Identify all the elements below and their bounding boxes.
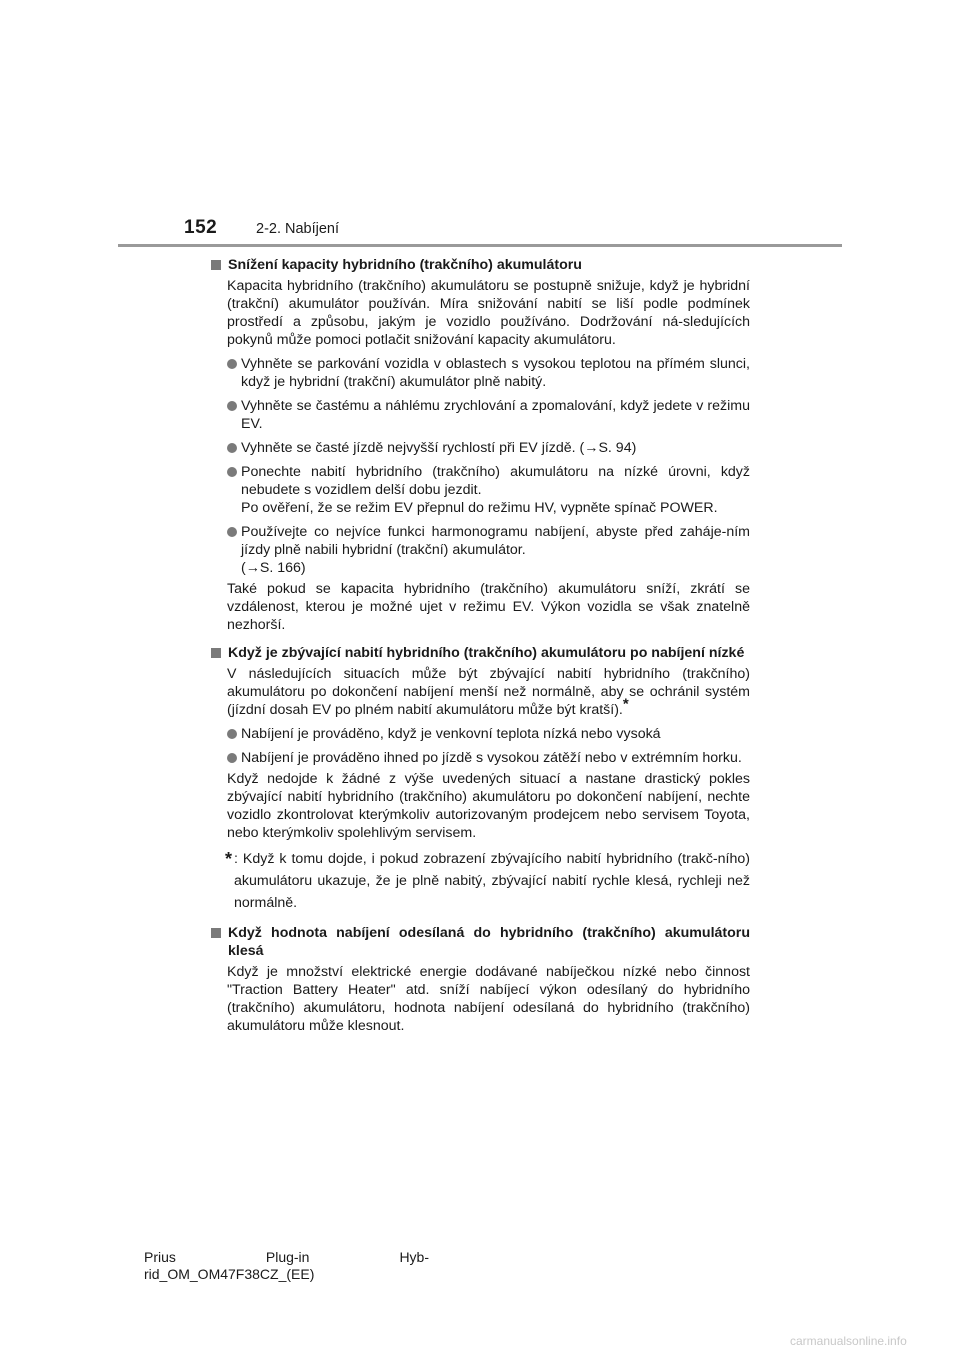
paragraph: V následujících situacích může být zbývající nabití hybridního (trakčního) akumulátoru po dokončení nabíjení menší než normálně, aby se ochránil systém (jízdní dosah EV po plném nabití akumulátoru může být kratší).* <box>227 666 750 718</box>
square-bullet-icon <box>211 260 221 270</box>
watermark: carmanualsonline.info <box>790 1334 907 1348</box>
list-item: Vyhněte se časté jízdě nejvyšší rychlostí při EV jízdě. (→S. 94) <box>227 439 750 457</box>
footnote-mark: * <box>225 849 233 869</box>
square-bullet-icon <box>211 648 221 658</box>
paragraph: Když je množství elektrické energie dodávané nabíječkou nízké nebo činnost "Traction Battery Heater" atd. sníží nabíjecí výkon odesílaný do hybridního (trakčního) akumulátoru, hodnota nabíjení odesílaná do hybridního (trakčního) akumulátoru může klesnout. <box>227 964 750 1034</box>
list-item: Nabíjení je prováděno, když je venkovní teplota nízká nebo vysoká <box>227 725 750 743</box>
section-heading: Snížení kapacity hybridního (trakčního) akumulátoru <box>210 256 750 274</box>
circle-bullet-icon <box>227 359 237 369</box>
list-item: Ponechte nabití hybridního (trakčního) akumulátoru na nízké úrovni, když nebudete s vozidlem delší dobu jezdit. Po ověření, že se režim EV přepnul do režimu HV, vypněte spínač POWER. <box>227 463 750 517</box>
section-title: 2-2. Nabíjení <box>256 221 340 237</box>
list-item: Vyhněte se častému a náhlému zrychlování a zpomalování, když jedete v režimu EV. <box>227 397 750 433</box>
footnote: * : Když k tomu dojde, i pokud zobrazení zbývajícího nabití hybridního (trakč-ního) akumulátoru ukazuje, že je plně nabitý, zbývající nabití rychle klesá, rychleji než normálně. <box>225 848 750 914</box>
circle-bullet-icon <box>227 729 237 739</box>
header-rule <box>118 244 842 247</box>
section-heading: Když hodnota nabíjení odesílaná do hybridního (trakčního) akumulátoru klesá <box>210 924 750 960</box>
list-item: Vyhněte se parkování vozidla v oblastech s vysokou teplotou na přímém slunci, když je hybridní (trakční) akumulátor plně nabitý. <box>227 355 750 391</box>
footnote-mark: * <box>622 695 629 713</box>
square-bullet-icon <box>211 928 221 938</box>
circle-bullet-icon <box>227 401 237 411</box>
circle-bullet-icon <box>227 467 237 477</box>
paragraph: Když nedojde k žádné z výše uvedených situací a nastane drastický pokles zbývající nabití hybridního (trakčního) akumulátoru po dokončení nabíjení, nechte vozidlo zkontrolovat kterýmkoliv autorizovaným prodejcem nebo servisem Toyota, nebo kterýmkoliv spolehlivým servisem. <box>227 771 750 841</box>
section-heading: Když je zbývající nabití hybridního (trakčního) akumulátoru po nabíjení nízké <box>210 644 750 662</box>
circle-bullet-icon <box>227 527 237 537</box>
circle-bullet-icon <box>227 753 237 763</box>
page-number: 152 <box>184 217 218 238</box>
circle-bullet-icon <box>227 443 237 453</box>
footer: Prius Plug-in Hyb- rid_OM_OM47F38CZ_(EE) <box>144 1249 429 1282</box>
page-content <box>210 254 750 1035</box>
paragraph: Kapacita hybridního (trakčního) akumulátoru se postupně snižuje, když je hybridní (trakční) akumulátor používán. Míra snižování nabití se liší podle podmínek prostředí a způsobu, jakým je vozidlo používáno. Dodržování ná-sledujících pokynů může pomoci potlačit snižování kapacity akumulátoru. <box>227 278 750 348</box>
paragraph: Také pokud se kapacita hybridního (trakčního) akumulátoru sníží, zkrátí se vzdálenost, kterou je možné ujet v režimu EV. Výkon vozidla se však znatelně nezhorší. <box>227 581 750 633</box>
list-item: Používejte co nejvíce funkci harmonogramu nabíjení, abyste před zaháje-ním jízdy plně nabili hybridní (trakční) akumulátor. (→S. 166) <box>227 523 750 577</box>
list-item: Nabíjení je prováděno ihned po jízdě s vysokou zátěží nebo v extrémním horku. <box>227 749 750 767</box>
